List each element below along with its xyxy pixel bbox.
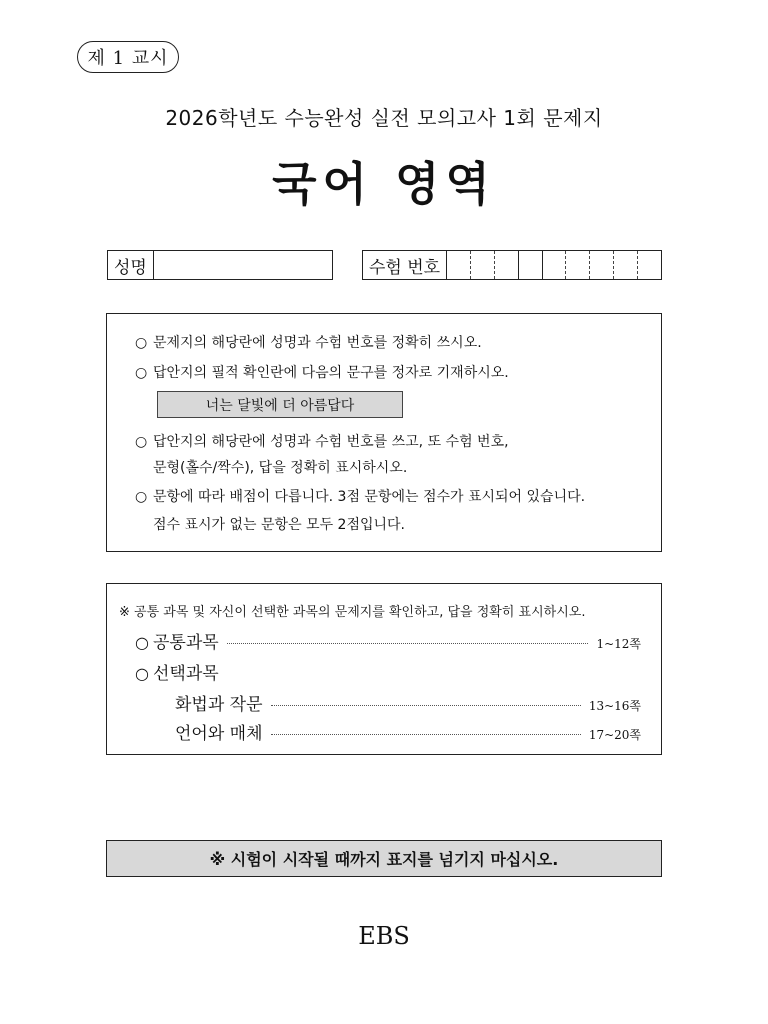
leader-dots bbox=[271, 705, 581, 706]
instruction-text: 답안지의 해당란에 성명과 수험 번호를 쓰고, 또 수험 번호, bbox=[153, 434, 509, 450]
common-subject-row bbox=[135, 628, 641, 653]
bullet-icon: ○ bbox=[135, 365, 148, 381]
exam-number-digit[interactable] bbox=[470, 251, 494, 279]
leader-dots bbox=[227, 643, 589, 644]
elective-item-label: 화법과 작문 bbox=[175, 695, 263, 715]
name-label: 성명 bbox=[108, 251, 154, 279]
elective-item-label: 언어와 매체 bbox=[175, 724, 263, 744]
exam-number-digit[interactable] bbox=[518, 251, 542, 279]
subject-title: 국어 영역 bbox=[272, 157, 496, 211]
exam-number-label: 수험 번호 bbox=[363, 251, 447, 279]
instruction-text: 문항에 따라 배점이 다릅니다. 3점 문항에는 점수가 표시되어 있습니다. bbox=[153, 489, 586, 505]
instruction-continuation: 문형(홀수/짝수), 답을 정확히 표시하시오. bbox=[153, 460, 408, 476]
warning-text: ※ 시험이 시작될 때까지 표지를 넘기지 마십시오. bbox=[209, 850, 559, 869]
elective-item-row bbox=[175, 690, 641, 715]
bullet-icon: ○ bbox=[135, 664, 149, 683]
handwriting-phrase: 너는 달빛에 더 아름답다 bbox=[205, 397, 355, 414]
instruction-text: 문제지의 해당란에 성명과 수험 번호를 정확히 쓰시오. bbox=[153, 335, 482, 351]
exam-number-digit[interactable] bbox=[565, 251, 589, 279]
exam-number-digit[interactable] bbox=[613, 251, 637, 279]
subjects-box bbox=[106, 583, 662, 755]
elective-subject-row bbox=[135, 659, 219, 684]
exam-number-digits[interactable] bbox=[447, 251, 661, 279]
name-field[interactable] bbox=[154, 251, 332, 279]
elective-subject-label: 선택과목 bbox=[153, 664, 219, 684]
subjects-note: ※ 공통 과목 및 자신이 선택한 과목의 문제지를 확인하고, 답을 정확히 표시하시오. bbox=[119, 605, 586, 620]
instruction-item bbox=[135, 431, 509, 451]
bullet-icon: ○ bbox=[135, 434, 148, 450]
common-subject-label: 공통과목 bbox=[153, 633, 219, 653]
exam-number-digit[interactable] bbox=[447, 251, 470, 279]
warning-banner bbox=[106, 840, 662, 877]
elective-item-pages: 13~16쪽 bbox=[588, 699, 641, 713]
instruction-item bbox=[135, 486, 585, 506]
period-badge bbox=[77, 41, 179, 73]
period-label: 제 1 교시 bbox=[87, 48, 169, 69]
bullet-icon: ○ bbox=[135, 489, 148, 505]
exam-number-box bbox=[362, 250, 662, 280]
exam-number-digit[interactable] bbox=[494, 251, 518, 279]
exam-number-digit[interactable] bbox=[542, 251, 566, 279]
name-field-box bbox=[107, 250, 333, 280]
instruction-item bbox=[135, 362, 509, 382]
exam-number-digit[interactable] bbox=[637, 251, 661, 279]
elective-item-row bbox=[175, 719, 641, 744]
instructions-box bbox=[106, 313, 662, 552]
exam-subtitle: 2026학년도 수능완성 실전 모의고사 1회 문제지 bbox=[165, 106, 603, 130]
handwriting-phrase-box bbox=[157, 391, 403, 418]
instruction-item bbox=[135, 332, 482, 352]
bullet-icon: ○ bbox=[135, 633, 149, 652]
exam-number-digit[interactable] bbox=[589, 251, 613, 279]
instruction-text: 답안지의 필적 확인란에 다음의 문구를 정자로 기재하시오. bbox=[153, 365, 509, 381]
publisher-logo: EBS bbox=[358, 922, 410, 950]
leader-dots bbox=[271, 734, 581, 735]
common-subject-pages: 1~12쪽 bbox=[596, 637, 641, 651]
instruction-continuation: 점수 표시가 없는 문항은 모두 2점입니다. bbox=[153, 517, 405, 533]
bullet-icon: ○ bbox=[135, 335, 148, 351]
elective-item-pages: 17~20쪽 bbox=[588, 728, 641, 742]
